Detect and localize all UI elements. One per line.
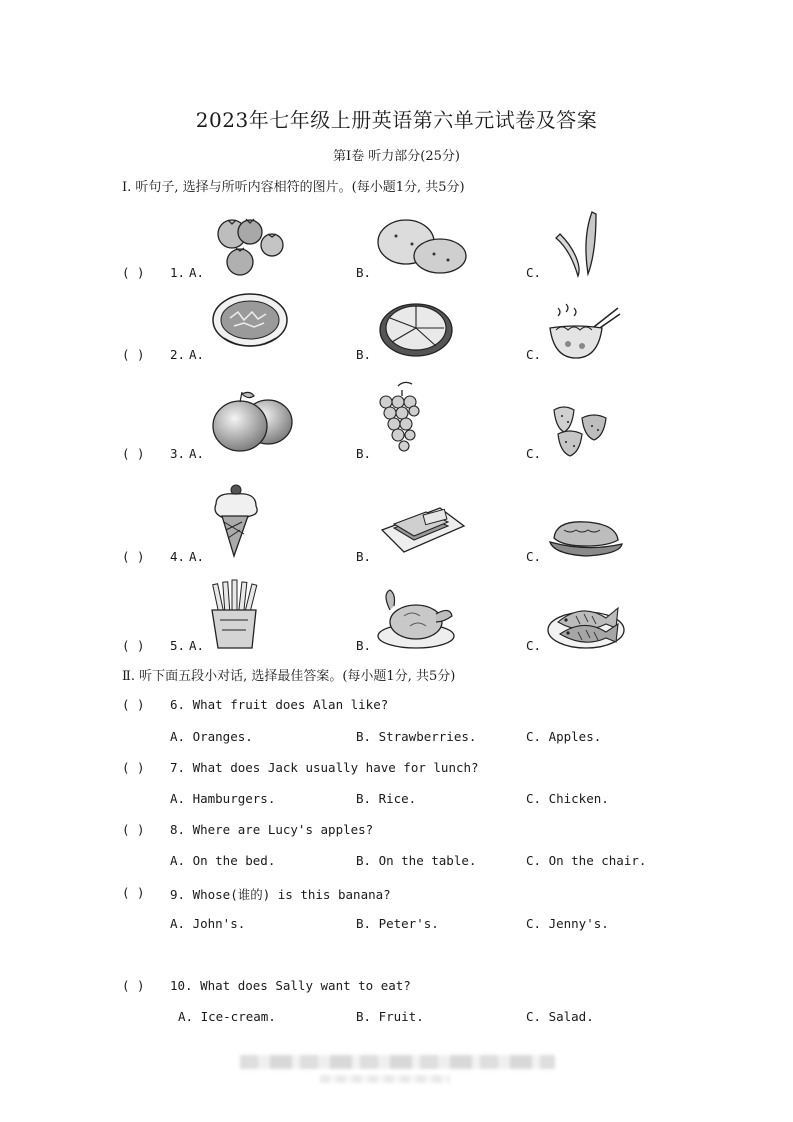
answer-blank-6[interactable]: ( ) <box>122 697 145 712</box>
answer-blank-10[interactable]: ( ) <box>122 978 145 993</box>
strawberries-icon[interactable] <box>548 400 610 458</box>
sandwich-icon[interactable] <box>378 504 468 556</box>
q4-option-a-label: A. <box>189 549 205 564</box>
q6-option-a[interactable]: A. Oranges. <box>170 729 253 744</box>
q9-text: 9. Whose(谁的) is this banana? <box>170 887 391 902</box>
french-fries-icon[interactable] <box>208 580 264 650</box>
q1-option-a-label: A. <box>189 265 205 280</box>
q4-option-c-label: C. <box>526 549 542 564</box>
q1-option-c-label: C. <box>526 265 542 280</box>
hot-dog-icon[interactable] <box>548 518 624 558</box>
answer-blank-2[interactable]: ( ) <box>122 347 145 362</box>
fish-icon[interactable] <box>546 596 624 650</box>
q3-number: 3. <box>170 446 186 461</box>
answer-blank-1[interactable]: ( ) <box>122 265 145 280</box>
q1-number: 1. <box>170 265 186 280</box>
ice-cream-icon[interactable] <box>210 482 262 558</box>
q1-option-b-label: B. <box>356 265 372 280</box>
salad-bowl-icon[interactable] <box>210 292 290 354</box>
potatoes-icon[interactable] <box>376 214 470 276</box>
tomatoes-icon[interactable] <box>210 210 290 278</box>
q2-number: 2. <box>170 347 186 362</box>
q3-option-c-label: C. <box>526 446 542 461</box>
grapes-icon[interactable] <box>376 380 426 458</box>
noodles-bowl-icon[interactable] <box>546 300 620 362</box>
q9-option-c[interactable]: C. Jenny's. <box>526 916 609 931</box>
answer-blank-7[interactable]: ( ) <box>122 760 145 775</box>
answer-blank-4[interactable]: ( ) <box>122 549 145 564</box>
q10-option-a[interactable]: A. Ice-cream. <box>178 1009 276 1024</box>
q2-option-a-label: A. <box>189 347 205 362</box>
q9-option-b[interactable]: B. Peter's. <box>356 916 439 931</box>
q7-option-a[interactable]: A. Hamburgers. <box>170 791 276 806</box>
q6-text: 6. What fruit does Alan like? <box>170 697 389 712</box>
q2-option-b-label: B. <box>356 347 372 362</box>
q10-option-b[interactable]: B. Fruit. <box>356 1009 424 1024</box>
section-1-heading: Ⅰ. 听句子, 选择与所听内容相符的图片。(每小题1分, 共5分) <box>122 180 465 195</box>
blurred-footer-watermark-line <box>320 1075 450 1083</box>
answer-blank-9[interactable]: ( ) <box>122 885 145 900</box>
answer-blank-8[interactable]: ( ) <box>122 822 145 837</box>
answer-blank-3[interactable]: ( ) <box>122 446 145 461</box>
q6-option-c[interactable]: C. Apples. <box>526 729 602 744</box>
apples-icon[interactable] <box>210 390 296 454</box>
q10-option-c[interactable]: C. Salad. <box>526 1009 594 1024</box>
beans-icon[interactable] <box>548 208 604 280</box>
q3-option-b-label: B. <box>356 446 372 461</box>
section-2-heading: Ⅱ. 听下面五段小对话, 选择最佳答案。(每小题1分, 共5分) <box>122 669 456 684</box>
q2-option-c-label: C. <box>526 347 542 362</box>
pizza-icon[interactable] <box>378 298 454 358</box>
q3-option-a-label: A. <box>189 446 205 461</box>
q8-option-c[interactable]: C. On the chair. <box>526 853 647 868</box>
blurred-footer-watermark <box>240 1055 555 1069</box>
answer-blank-5[interactable]: ( ) <box>122 638 145 653</box>
q8-option-b[interactable]: B. On the table. <box>356 853 477 868</box>
q5-option-c-label: C. <box>526 638 542 653</box>
q6-option-b[interactable]: B. Strawberries. <box>356 729 477 744</box>
q8-text: 8. Where are Lucy's apples? <box>170 822 374 837</box>
q7-option-c[interactable]: C. Chicken. <box>526 791 609 806</box>
roast-chicken-icon[interactable] <box>376 586 458 650</box>
q4-number: 4. <box>170 549 186 564</box>
q7-option-b[interactable]: B. Rice. <box>356 791 417 806</box>
q4-option-b-label: B. <box>356 549 372 564</box>
q10-text: 10. What does Sally want to eat? <box>170 978 411 993</box>
page-title: 2023年七年级上册英语第六单元试卷及答案 <box>195 108 598 132</box>
q8-option-a[interactable]: A. On the bed. <box>170 853 276 868</box>
part-subtitle: 第Ⅰ卷 听力部分(25分) <box>333 149 460 164</box>
q5-number: 5. <box>170 638 186 653</box>
q5-option-b-label: B. <box>356 638 372 653</box>
q5-option-a-label: A. <box>189 638 205 653</box>
q7-text: 7. What does Jack usually have for lunch? <box>170 760 479 775</box>
q9-option-a[interactable]: A. John's. <box>170 916 246 931</box>
